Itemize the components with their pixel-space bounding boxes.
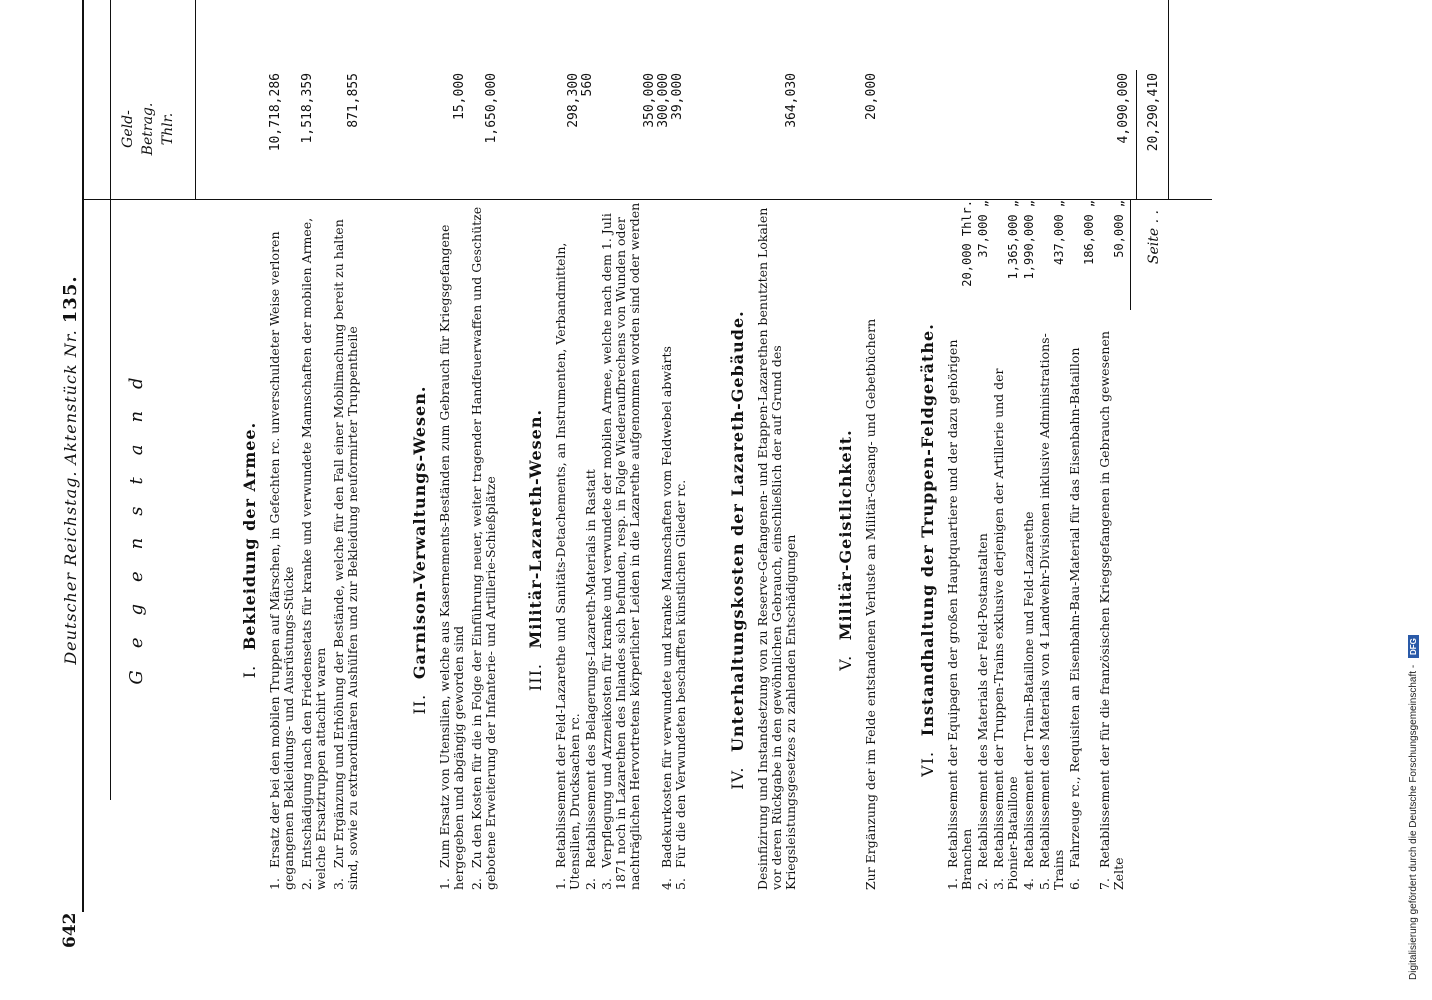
item-text: Zu den Kosten für die in Folge der Einführung neuer, weiter tragender Handfeuerwaffen und Geschütze gebotene Erweiterung der Infanterie- und Artillerie-Schießplätze xyxy=(469,206,498,890)
list-item xyxy=(992,330,1020,890)
list-item xyxy=(674,200,688,890)
amount-column-heading xyxy=(118,73,178,185)
subject-column-heading: Gegenstand xyxy=(126,355,147,685)
item-text: Retablissement der Truppen-Trains exklusive derjenigen der Artillerie und der Pionier-Bataillone xyxy=(991,368,1020,890)
section-heading xyxy=(918,210,937,890)
sub-amount: 1,990,000 „ xyxy=(1022,200,1036,280)
item-amount: 560 xyxy=(580,73,595,97)
section-number: V. xyxy=(836,654,855,671)
list-item xyxy=(1098,330,1126,890)
item-text: Badekurkosten für verwundete und kranke Mannschaften vom Feldwebel abwärts xyxy=(659,346,674,869)
amount-heading-line1: Geld- xyxy=(120,110,136,148)
running-title xyxy=(60,120,81,820)
list-item: Zur Ergänzung der im Felde entstandenen Verluste an Militär-Gesang- und Gebetbüchern xyxy=(863,318,878,890)
list-item xyxy=(584,200,598,890)
section-number: VI. xyxy=(918,750,937,777)
item-text: Retablissement der Feld-Lazarethe und Sanitäts-Detachements, an Instrumenten, Verbandmitteln, Utensilien, Drucksachen rc. xyxy=(553,242,582,890)
list-item: Desinfizirung und Instandsetzung von zu Reserve-Gefangenen- und Etappen-Lazarethen benutzten Lokalen vor deren Rückgabe in den gewöhnlichen Gebrauch, einschließlich der auf Grund des Kriegsleistungsgesetzes zu zahlenden Entschädigungen xyxy=(755,207,798,890)
section-number: I. xyxy=(240,664,259,679)
item-text: Entschädigung nach den Friedensetats für kranke und verwundete Mannschaften der mobilen Armee, welche Ersatztruppen attachirt waren xyxy=(299,217,328,890)
top-rule xyxy=(82,0,84,912)
sub-amount: 20,000 Thlr. xyxy=(960,200,974,287)
item-text: Retablissement des Materials der Feld-Postanstalten xyxy=(975,533,990,869)
item-number: 1. xyxy=(553,878,568,890)
digitization-credit xyxy=(1408,20,1428,980)
amount-heading-line2: Betrag. xyxy=(140,102,156,156)
item-amount: 20,000 xyxy=(864,73,879,120)
item-amount: 300,000 xyxy=(656,73,671,128)
item-number: 1. xyxy=(437,878,452,890)
item-text: Verpflegung und Arzneikosten für kranke und verwundete der mobilen Armee, welche nach dem 1. Juli 1871 noch in Lazarethen des Inlandes sich befunden, resp. in Folge Wiederaufbrechens von Wunden oder nachträglichen Hervortretens körperlicher Leiden in die Lazarethe aufgenommen worden sind oder werden xyxy=(599,202,642,890)
sub-amount: 50,000 „ xyxy=(1112,200,1126,258)
page-total-label: Seite . . xyxy=(1146,210,1162,265)
item-text: Retablissement des Belagerungs-Lazareth-Materials in Rastatt xyxy=(583,469,598,869)
list-item xyxy=(976,330,990,890)
item-number: 2. xyxy=(469,878,484,890)
sub-amount: 186,000 „ xyxy=(1082,200,1096,266)
item-amount: 15,000 xyxy=(452,73,467,120)
section-heading xyxy=(240,210,259,890)
item-number: 3. xyxy=(991,878,1006,890)
section-heading xyxy=(410,210,429,890)
item-text: Retablissement der für die französischen Kriegsgefangenen in Gebrauch gewesenen Zelte xyxy=(1097,331,1126,890)
item-amount: 364,030 xyxy=(784,73,799,128)
item-amount: 871,855 xyxy=(346,73,361,128)
list-item xyxy=(332,200,360,890)
bottom-rule xyxy=(1168,0,1169,200)
list-item xyxy=(470,200,498,890)
item-amount: 1,650,000 xyxy=(484,73,499,144)
list-item xyxy=(300,200,328,890)
running-title-text: Deutscher Reichstag. Aktenstück Nr. xyxy=(61,329,80,665)
item-number: 1. xyxy=(267,878,282,890)
column-divider xyxy=(82,199,1212,200)
section-heading xyxy=(836,210,855,890)
item-text: Zum Ersatz von Utensilien, welche aus Kasernements-Beständen zum Gebrauch für Kriegsgefangene hergegeben und abgängig geworden sind xyxy=(437,224,466,890)
section-title: Militär-Lazareth-Wesen. xyxy=(526,408,545,649)
section-title: Militär-Geistlichkeit. xyxy=(836,429,855,641)
item-number: 7. xyxy=(1097,878,1112,890)
credit-text: Digitalisierung gefördert durch die Deutsche Forschungsgemeinschaft - xyxy=(1408,664,1419,980)
item-number: 4. xyxy=(659,878,674,890)
list-item xyxy=(660,200,674,890)
heading-rule xyxy=(110,0,111,800)
section-title: Unterhaltungskosten der Lazareth-Gebäude. xyxy=(728,310,747,752)
section-number: III. xyxy=(526,663,545,692)
item-number: 1. xyxy=(945,878,960,890)
subtotal-rule xyxy=(1130,200,1131,310)
item-number: 5. xyxy=(673,878,688,890)
item-amount: 298,300 xyxy=(566,73,581,128)
document-number: 135. xyxy=(60,275,81,324)
item-text: Für die den Verwundeten beschafften künstlichen Glieder rc. xyxy=(673,479,688,869)
item-amount: 10,718,286 xyxy=(268,73,283,152)
item-amount: 350,000 xyxy=(642,73,657,128)
list-item xyxy=(946,330,974,890)
list-item xyxy=(438,200,466,890)
item-number: 4. xyxy=(1021,878,1036,890)
item-number: 2. xyxy=(299,878,314,890)
total-rule xyxy=(1136,70,1137,200)
item-number: 3. xyxy=(331,878,346,890)
item-text: Retablissement der Train-Bataillone und Feld-Lazarethe xyxy=(1021,511,1036,869)
item-number: 2. xyxy=(975,878,990,890)
list-item xyxy=(554,200,582,890)
item-number: 5. xyxy=(1037,878,1052,890)
section-title: Instandhaltung der Truppen-Feldgeräthe. xyxy=(918,323,937,737)
section-total: 4,090,000 xyxy=(1116,73,1131,144)
item-text: Zur Ergänzung und Erhöhung der Bestände, welche für den Fall einer Mobilmachung bereit zu halten sind, sowie zu extraordinären Aushülfen und zur Bekleidung neuformirter Truppentheile xyxy=(331,219,360,890)
section-number: II. xyxy=(410,693,429,715)
item-number: 2. xyxy=(583,878,598,890)
amount-rule xyxy=(195,0,196,200)
list-item xyxy=(268,200,296,890)
item-text: Ersatz der bei den mobilen Truppen auf Märschen, in Gefechten rc. unverschuldeter Weise verloren gegangenen Bekleidungs- und Ausrüstungs-Stücke xyxy=(267,231,296,890)
sub-amount: 437,000 „ xyxy=(1052,200,1066,266)
section-heading xyxy=(526,210,545,890)
page-number: 642 xyxy=(60,912,80,948)
list-item xyxy=(600,200,642,890)
item-amount: 39,000 xyxy=(670,73,685,120)
section-title: Bekleidung der Armee. xyxy=(240,421,259,651)
item-text: Retablissement der Equipagen der großen Hauptquartiere und der dazu gehörigen Branchen xyxy=(945,339,974,890)
amount-unit: Thlr. xyxy=(160,112,176,146)
item-amount: 1,518,359 xyxy=(300,73,315,144)
item-text: Retablissement des Materials von 4 Landwehr-Divisionen inklusive Administrations-Trains xyxy=(1037,333,1066,890)
sub-amount: 1,365,000 „ xyxy=(1006,200,1020,280)
list-item xyxy=(1022,330,1036,890)
section-number: IV. xyxy=(728,766,747,790)
list-item xyxy=(1038,330,1066,890)
section-title: Garnison-Verwaltungs-Wesen. xyxy=(410,385,429,680)
sub-amount: 37,000 „ xyxy=(976,200,990,258)
list-item xyxy=(1068,330,1082,890)
page-total: 20,290,410 xyxy=(1146,73,1161,152)
item-number: 6. xyxy=(1067,878,1082,890)
item-number: 3. xyxy=(599,878,614,890)
item-text: Fahrzeuge rc., Requisiten an Eisenbahn-Bau-Material für das Eisenbahn-Bataillon xyxy=(1067,347,1082,869)
section-heading xyxy=(728,210,747,890)
dfg-logo: DFG xyxy=(1408,635,1419,658)
